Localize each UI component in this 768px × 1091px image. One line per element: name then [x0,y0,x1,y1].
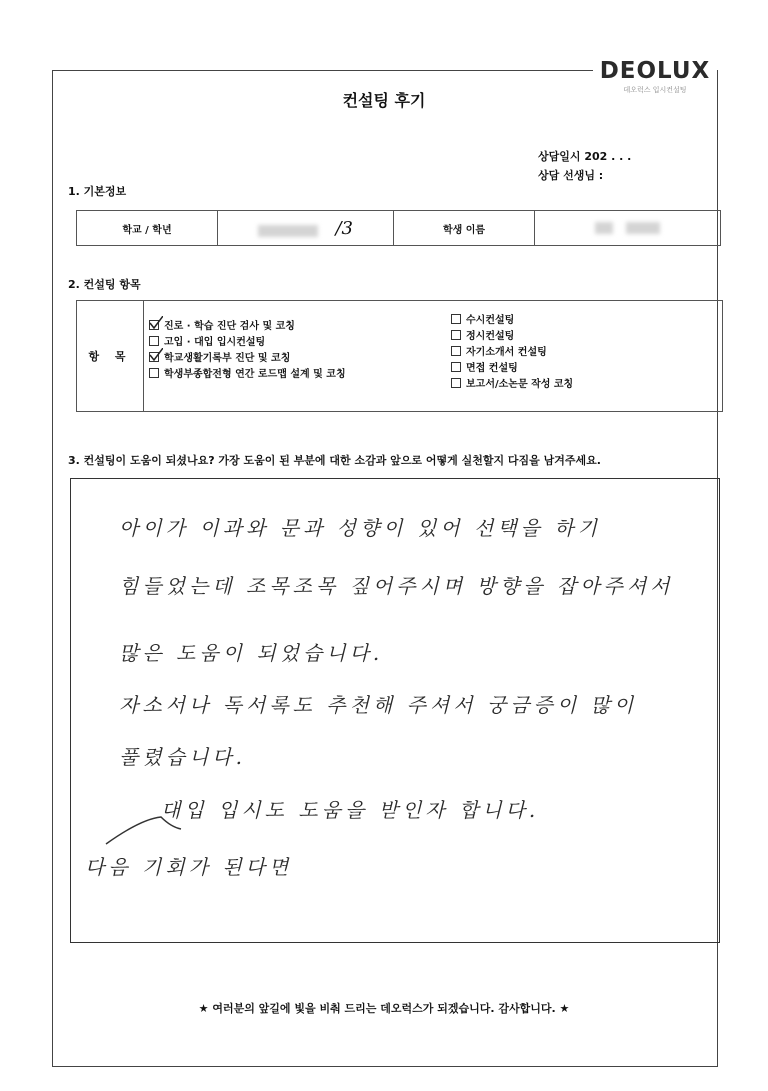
item-left-3 [149,367,346,383]
item-left-label: 진로 · 학습 진단 검사 및 코칭 [164,321,295,332]
basic-info-table [76,210,721,246]
item-left-2 [149,351,346,367]
items-label: 항 목 [77,301,144,411]
student-name-label: 학생 이름 [394,211,535,246]
consult-date: 상담일시 202 . . . [538,150,632,163]
checkbox-icon[interactable] [451,362,461,372]
logo-subtitle: 데오럭스 입시컨설팅 [623,86,687,94]
grade-value: /3 [335,217,353,239]
item-right-3 [451,361,573,377]
item-right-0 [451,313,573,329]
checkbox-icon[interactable] [149,336,159,346]
checkbox-icon[interactable] [451,378,461,388]
redacted-name-1 [595,222,613,234]
insert-caret-mark [101,809,221,849]
handwritten-answer-box [70,478,720,943]
section-question: 3. 컨설팅이 도움이 되셨나요? 가장 도움이 된 부분에 대한 소감과 앞으로 어떻게 실천할지 다짐을 남겨주세요. [68,454,601,467]
redacted-name-2 [626,222,660,234]
checkbox-icon[interactable] [451,346,461,356]
handwriting-line-6: 대입 입시도 도움을 받인자 합니다. [161,798,540,822]
item-left-label: 학생부종합전형 연간 로드맵 설계 및 코칭 [164,369,346,380]
item-right-label: 면접 컨설팅 [466,363,518,374]
logo-text: DEOLUX [599,58,711,84]
school-value [218,211,394,246]
handwriting-line-3: 많은 도움이 되었습니다. [119,641,384,665]
item-right-label: 보고서/소논문 작성 코칭 [466,379,574,390]
school-label: 학교 / 학년 [77,211,218,246]
items-left-list [149,319,346,383]
items-right-list [451,313,573,393]
section-items: 2. 컨설팅 항목 [68,278,141,291]
checkbox-icon[interactable] [451,330,461,340]
redacted-school [258,225,318,237]
section-basic-info: 1. 기본정보 [68,185,127,198]
item-right-label: 정시컨설팅 [466,331,515,342]
checkbox-icon[interactable] [451,314,461,324]
item-right-4 [451,377,573,393]
item-left-0 [149,319,346,335]
item-left-label: 학교생활기록부 진단 및 코칭 [164,353,291,364]
handwriting-line-5: 풀렸습니다. [119,745,246,769]
checkbox-icon[interactable] [149,368,159,378]
consulting-items-box [76,300,723,412]
item-left-label: 고입 · 대입 입시컨설팅 [164,337,266,348]
consult-teacher: 상담 선생님 : [538,169,604,182]
item-right-2 [451,345,573,361]
page-title: 컨설팅 후기 [342,91,426,110]
item-right-label: 자기소개서 컨설팅 [466,347,547,358]
footer-message: ★ 여러분의 앞길에 빛을 비춰 드리는 데오럭스가 되겠습니다. 감사합니다. ★ [198,1002,570,1015]
item-left-1 [149,335,346,351]
item-right-1 [451,329,573,345]
student-name-value [535,211,721,246]
checked-box-icon[interactable] [149,320,159,330]
handwriting-line-7: 다음 기회가 된다면 [85,855,293,879]
item-right-label: 수시컨설팅 [466,315,515,326]
handwriting-line-2: 힘들었는데 조목조목 짚어주시며 방향을 잡아주셔서 [119,574,674,598]
handwriting-line-1: 아이가 이과와 문과 성향이 있어 선택을 하기 [119,516,601,540]
checked-box-icon[interactable] [149,352,159,362]
handwriting-line-4: 자소서나 독서록도 추천해 주셔서 궁금증이 많이 [119,693,638,717]
